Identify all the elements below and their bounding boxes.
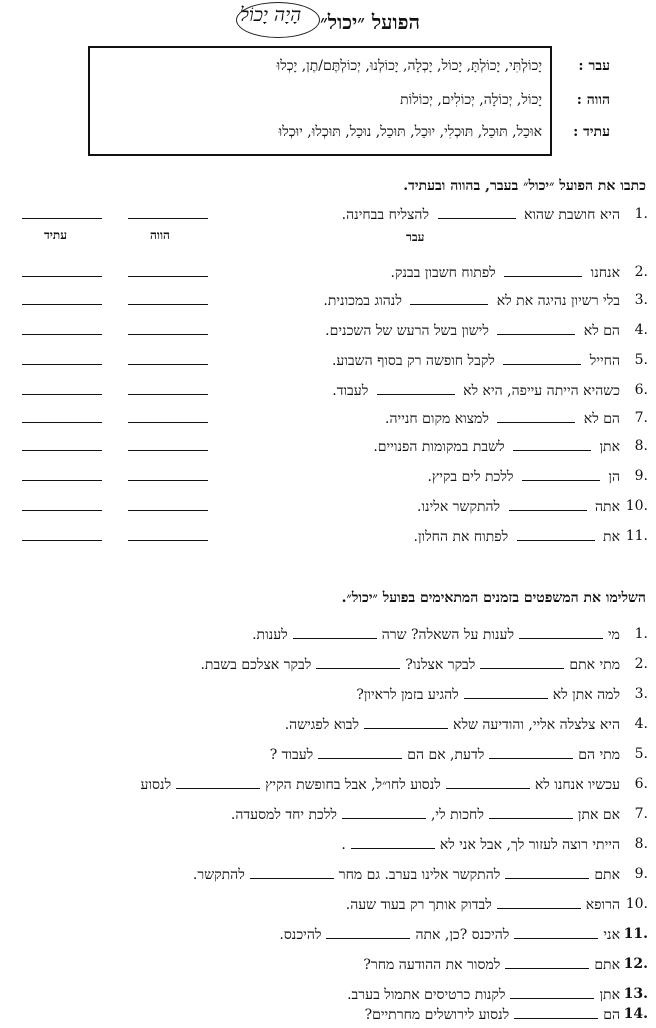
exercise1-row xyxy=(0,352,656,374)
col-present-label: הווה xyxy=(150,228,170,242)
sentence-before: בלי רשיון נהיגה את לא xyxy=(496,293,620,309)
conj-past-forms: יָכוֹלְתִּי, יָכוֹלְתָּ, יָכוֹל, יָכְלָה, יָכוֹלְנוּ, יְכוֹלְתֶּם/תֶן, יָכְלוּ xyxy=(276,58,542,74)
answer-line-present[interactable] xyxy=(128,450,208,451)
exercise-number: 6. xyxy=(634,382,648,398)
answer-line-present[interactable] xyxy=(128,334,208,335)
exercise-sentence xyxy=(270,746,620,764)
sentence-after: לישון בשל הרעש של השכנים. xyxy=(325,323,489,339)
answer-line-present[interactable] xyxy=(128,540,208,541)
exercise-number: 11. xyxy=(623,926,648,942)
exercise-number: 4. xyxy=(634,322,648,338)
sentence-part: למה אתן לא xyxy=(552,687,620,703)
answer-blank[interactable] xyxy=(514,1006,598,1019)
answer-blank-past[interactable] xyxy=(503,352,581,365)
exercise-number: 1. xyxy=(634,206,648,222)
exercise2-row xyxy=(0,776,656,798)
answer-blank[interactable] xyxy=(480,656,564,669)
exercise2-row xyxy=(0,806,656,828)
sentence-part: אתם xyxy=(594,867,620,883)
exercise1-row xyxy=(0,292,656,314)
exercise1-row xyxy=(0,468,656,490)
answer-blank[interactable] xyxy=(318,746,402,759)
sentence-before: אנחנו xyxy=(590,265,620,281)
exercise2-row xyxy=(0,926,656,948)
exercise-number: 8. xyxy=(634,836,648,852)
exercise-number: 2. xyxy=(634,264,648,280)
exercise-sentence xyxy=(356,686,620,704)
answer-line-present[interactable] xyxy=(128,276,208,277)
sentence-part: אתן xyxy=(599,987,620,1003)
handwritten-oval xyxy=(236,2,320,38)
answer-line-present[interactable] xyxy=(128,364,208,365)
sentence-part: להתקשר אלינו בערב. גם מחר xyxy=(338,867,501,883)
answer-blank[interactable] xyxy=(497,896,581,909)
answer-blank-past[interactable] xyxy=(513,438,591,451)
exercise-sentence xyxy=(332,382,620,400)
answer-blank[interactable] xyxy=(519,626,603,639)
answer-blank[interactable] xyxy=(351,836,435,849)
exercise-number: 6. xyxy=(634,776,648,792)
sentence-part: היא צלצלה אליי, והודיעה שלא xyxy=(453,717,620,733)
exercise-number: 12. xyxy=(623,956,648,972)
answer-blank[interactable] xyxy=(293,626,377,639)
conj-future-forms: אוּכַל, תּוּכַל, תּוּכְלִי, יוּכַל, תּוּכַל, נוּכַל, תּוּכְלוּ, יוּכְלוּ xyxy=(278,124,542,140)
exercise-number: 9. xyxy=(634,866,648,882)
answer-line-future[interactable] xyxy=(22,422,102,423)
answer-blank[interactable] xyxy=(342,806,426,819)
exercise2-row xyxy=(0,956,656,978)
sentence-part: לעבוד ? xyxy=(269,747,314,763)
exercise-number: 9. xyxy=(634,468,648,484)
exercise-number: 3. xyxy=(634,686,648,702)
sentence-part: לנסוע xyxy=(140,777,172,793)
exercise2-row xyxy=(0,1006,656,1028)
sentence-part: לבקר אצלכם בשבת. xyxy=(200,657,312,673)
title-area xyxy=(240,4,420,44)
sentence-part: אני xyxy=(603,927,620,943)
sentence-part: למסור את ההודעה מחר? xyxy=(363,957,501,973)
exercise1-row xyxy=(0,528,656,550)
exercise-sentence xyxy=(325,322,620,340)
exercise-sentence xyxy=(252,626,620,644)
exercise1-row xyxy=(0,438,656,460)
sentence-part: לדעת, אם הם xyxy=(407,747,485,763)
answer-line-future[interactable] xyxy=(22,450,102,451)
sentence-after: ללכת לים בקיץ. xyxy=(427,469,514,485)
sentence-before: את xyxy=(603,529,620,545)
sentence-part: לענות. xyxy=(252,627,288,643)
answer-blank[interactable] xyxy=(489,806,573,819)
sentence-part: לנסוע לחו״ל, אבל בחופשת הקיץ xyxy=(265,777,441,793)
exercise-number: 4. xyxy=(634,716,648,732)
exercise-sentence xyxy=(279,926,620,944)
sentence-after: להצליח בבחינה. xyxy=(341,207,430,223)
conj-present-label: הווה : xyxy=(576,92,610,108)
answer-line-present[interactable] xyxy=(128,422,208,423)
exercise-sentence xyxy=(231,806,620,824)
exercise-sentence xyxy=(365,1006,620,1024)
exercise-number: 3. xyxy=(634,292,648,308)
answer-line-future[interactable] xyxy=(22,276,102,277)
sentence-before: כשהיא הייתה עייפה, היא לא xyxy=(463,383,620,399)
sentence-before: אתה xyxy=(595,499,620,515)
exercise-number: 2. xyxy=(634,656,648,672)
exercise-sentence xyxy=(347,986,620,1004)
answer-line-future[interactable] xyxy=(22,218,102,219)
sentence-before: החייל xyxy=(589,353,620,369)
exercise-sentence xyxy=(341,836,620,854)
sentence-after: לנהוג במכונית. xyxy=(323,293,402,309)
answer-line-future[interactable] xyxy=(22,304,102,305)
exercise-number: 10. xyxy=(625,498,648,514)
sentence-part: . xyxy=(341,837,346,853)
exercise2-row xyxy=(0,656,656,678)
exercise1-row xyxy=(0,382,656,404)
exercise-sentence xyxy=(200,656,620,674)
exercise2-row xyxy=(0,686,656,708)
sentence-part: לנסוע לירושלים מחרתיים? xyxy=(364,1007,510,1023)
sentence-after: לפתוח את החלון. xyxy=(413,529,509,545)
exercise-number: 1. xyxy=(634,626,648,642)
sentence-after: לפתוח חשבון בבנק. xyxy=(390,265,496,281)
sentence-part: להיכנס ?כן, אתה xyxy=(415,927,510,943)
answer-line-present[interactable] xyxy=(128,218,208,219)
col-past-label: עבר xyxy=(406,230,425,244)
sentence-part: הם xyxy=(603,1007,620,1023)
exercise-sentence xyxy=(417,498,620,516)
answer-line-present[interactable] xyxy=(128,304,208,305)
exercise-number: 10. xyxy=(625,896,648,912)
exercise-number: 11. xyxy=(625,528,648,544)
answer-blank-past[interactable] xyxy=(497,410,575,423)
sentence-part: לקנות כרטיסים אתמול בערב. xyxy=(347,987,506,1003)
sentence-part: לבקר אצלנו? xyxy=(405,657,476,673)
sentence-before: הן xyxy=(608,469,620,485)
answer-blank[interactable] xyxy=(489,746,573,759)
answer-line-future[interactable] xyxy=(22,334,102,335)
exercise-sentence xyxy=(427,468,620,486)
sentence-part: אתם xyxy=(594,957,620,973)
exercise2-row xyxy=(0,836,656,858)
exercise1-row xyxy=(0,498,656,520)
sentence-part: הרופא xyxy=(585,897,620,913)
exercise2-row xyxy=(0,626,656,648)
page-title: הפועל ״יכול״ xyxy=(320,10,420,34)
exercise-number: 7. xyxy=(634,806,648,822)
exercise-number: 14. xyxy=(623,1006,648,1022)
sentence-before: אתן xyxy=(599,439,620,455)
answer-line-present[interactable] xyxy=(128,394,208,395)
conj-present-forms: יָכוֹל, יְכוֹלָה, יְכוֹלִים, יְכוֹלוֹת xyxy=(400,92,542,108)
sentence-after: לקבל חופשה רק בסוף השבוע. xyxy=(331,353,495,369)
col-future-label: עתיד xyxy=(44,228,68,242)
sentence-part: להגיע בזמן לראיון? xyxy=(356,687,459,703)
sentence-after: להתקשר אלינו. xyxy=(417,499,501,515)
answer-line-future[interactable] xyxy=(22,480,102,481)
exercise-sentence xyxy=(373,438,620,456)
sentence-part: מתי הם xyxy=(578,747,620,763)
answer-blank-past[interactable] xyxy=(504,264,582,277)
sentence-part: עכשיו אנחנו לא xyxy=(534,777,620,793)
answer-blank[interactable] xyxy=(505,956,589,969)
answer-blank[interactable] xyxy=(364,716,448,729)
sentence-part: להתקשר. xyxy=(192,867,245,883)
answer-line-future[interactable] xyxy=(22,540,102,541)
answer-blank-past[interactable] xyxy=(410,292,488,305)
exercise-sentence xyxy=(285,716,620,734)
sentence-after: למצוא מקום חנייה. xyxy=(385,411,489,427)
answer-line-future[interactable] xyxy=(22,394,102,395)
exercise2-row xyxy=(0,716,656,738)
answer-blank-past[interactable] xyxy=(438,206,516,219)
conj-future-label: עתיד : xyxy=(573,124,610,140)
answer-blank[interactable] xyxy=(464,686,548,699)
exercise-sentence xyxy=(193,866,620,884)
answer-line-present[interactable] xyxy=(128,510,208,511)
answer-line-future[interactable] xyxy=(22,364,102,365)
sentence-after: לשבת במקומות הפנויים. xyxy=(373,439,505,455)
conjugation-box xyxy=(88,46,552,156)
exercise-sentence xyxy=(332,352,620,370)
sentence-part: מי xyxy=(608,627,620,643)
conj-past-label: עבר : xyxy=(578,58,610,74)
sentence-before: היא חושבת שהוא xyxy=(523,207,620,223)
exercise-sentence xyxy=(414,528,620,546)
answer-line-present[interactable] xyxy=(128,480,208,481)
exercise-sentence xyxy=(385,410,620,428)
answer-blank[interactable] xyxy=(176,776,260,789)
sentence-part: הייתי רוצה לעזור לך, אבל אני לא xyxy=(439,837,620,853)
exercise-sentence xyxy=(342,206,620,224)
sentence-part: להיכנס. xyxy=(279,927,322,943)
exercise-sentence xyxy=(363,956,620,974)
sentence-before: הם לא xyxy=(583,411,620,427)
sentence-part: ללכת יחד למסעדה. xyxy=(230,807,337,823)
answer-line-future[interactable] xyxy=(22,510,102,511)
answer-blank-past[interactable] xyxy=(522,468,600,481)
exercise-sentence xyxy=(346,896,620,914)
answer-blank-past[interactable] xyxy=(497,322,575,335)
exercise2-row xyxy=(0,896,656,918)
sentence-part: מתי אתם xyxy=(569,657,620,673)
sentence-part: לבדוק אותך רק בעוד שעה. xyxy=(345,897,492,913)
exercise-number: 5. xyxy=(634,352,648,368)
sentence-after: לעבוד. xyxy=(332,383,369,399)
exercise-sentence xyxy=(323,292,620,310)
answer-blank-past[interactable] xyxy=(509,498,587,511)
exercise1-row xyxy=(0,264,656,286)
exercise-number: 13. xyxy=(623,986,648,1002)
answer-blank[interactable] xyxy=(514,926,598,939)
section2-instruction: השלימו את המשפטים בזמנים המתאימים בפועל ״יכול״. xyxy=(341,590,646,606)
exercise-sentence xyxy=(141,776,620,794)
sentence-part: אם אתן xyxy=(577,807,620,823)
answer-blank[interactable] xyxy=(250,866,334,879)
answer-blank-past[interactable] xyxy=(517,528,595,541)
handwritten-note: הָיָה יָכוֹל xyxy=(240,4,301,27)
exercise-number: 7. xyxy=(634,410,648,426)
exercise-number: 5. xyxy=(634,746,648,762)
answer-blank[interactable] xyxy=(510,986,594,999)
exercise2-row xyxy=(0,866,656,888)
answer-blank[interactable] xyxy=(326,926,410,939)
answer-blank-past[interactable] xyxy=(377,382,455,395)
sentence-part: לבוא לפגישה. xyxy=(284,717,360,733)
exercise2-row xyxy=(0,746,656,768)
exercise-sentence xyxy=(390,264,620,282)
exercise1-row xyxy=(0,206,656,228)
exercise2-row xyxy=(0,986,656,1008)
sentence-part: לחכות לי, xyxy=(430,807,484,823)
exercise1-row xyxy=(0,322,656,344)
sentence-part: לענות על השאלה? שרה xyxy=(381,627,515,643)
answer-blank[interactable] xyxy=(505,866,589,879)
sentence-before: הם לא xyxy=(583,323,620,339)
answer-blank[interactable] xyxy=(316,656,400,669)
answer-blank[interactable] xyxy=(446,776,530,789)
exercise1-row xyxy=(0,410,656,432)
section1-instruction: כתבו את הפועל ״יכול״ בעבר, בהווה ובעתיד. xyxy=(403,178,646,194)
exercise-number: 8. xyxy=(634,438,648,454)
